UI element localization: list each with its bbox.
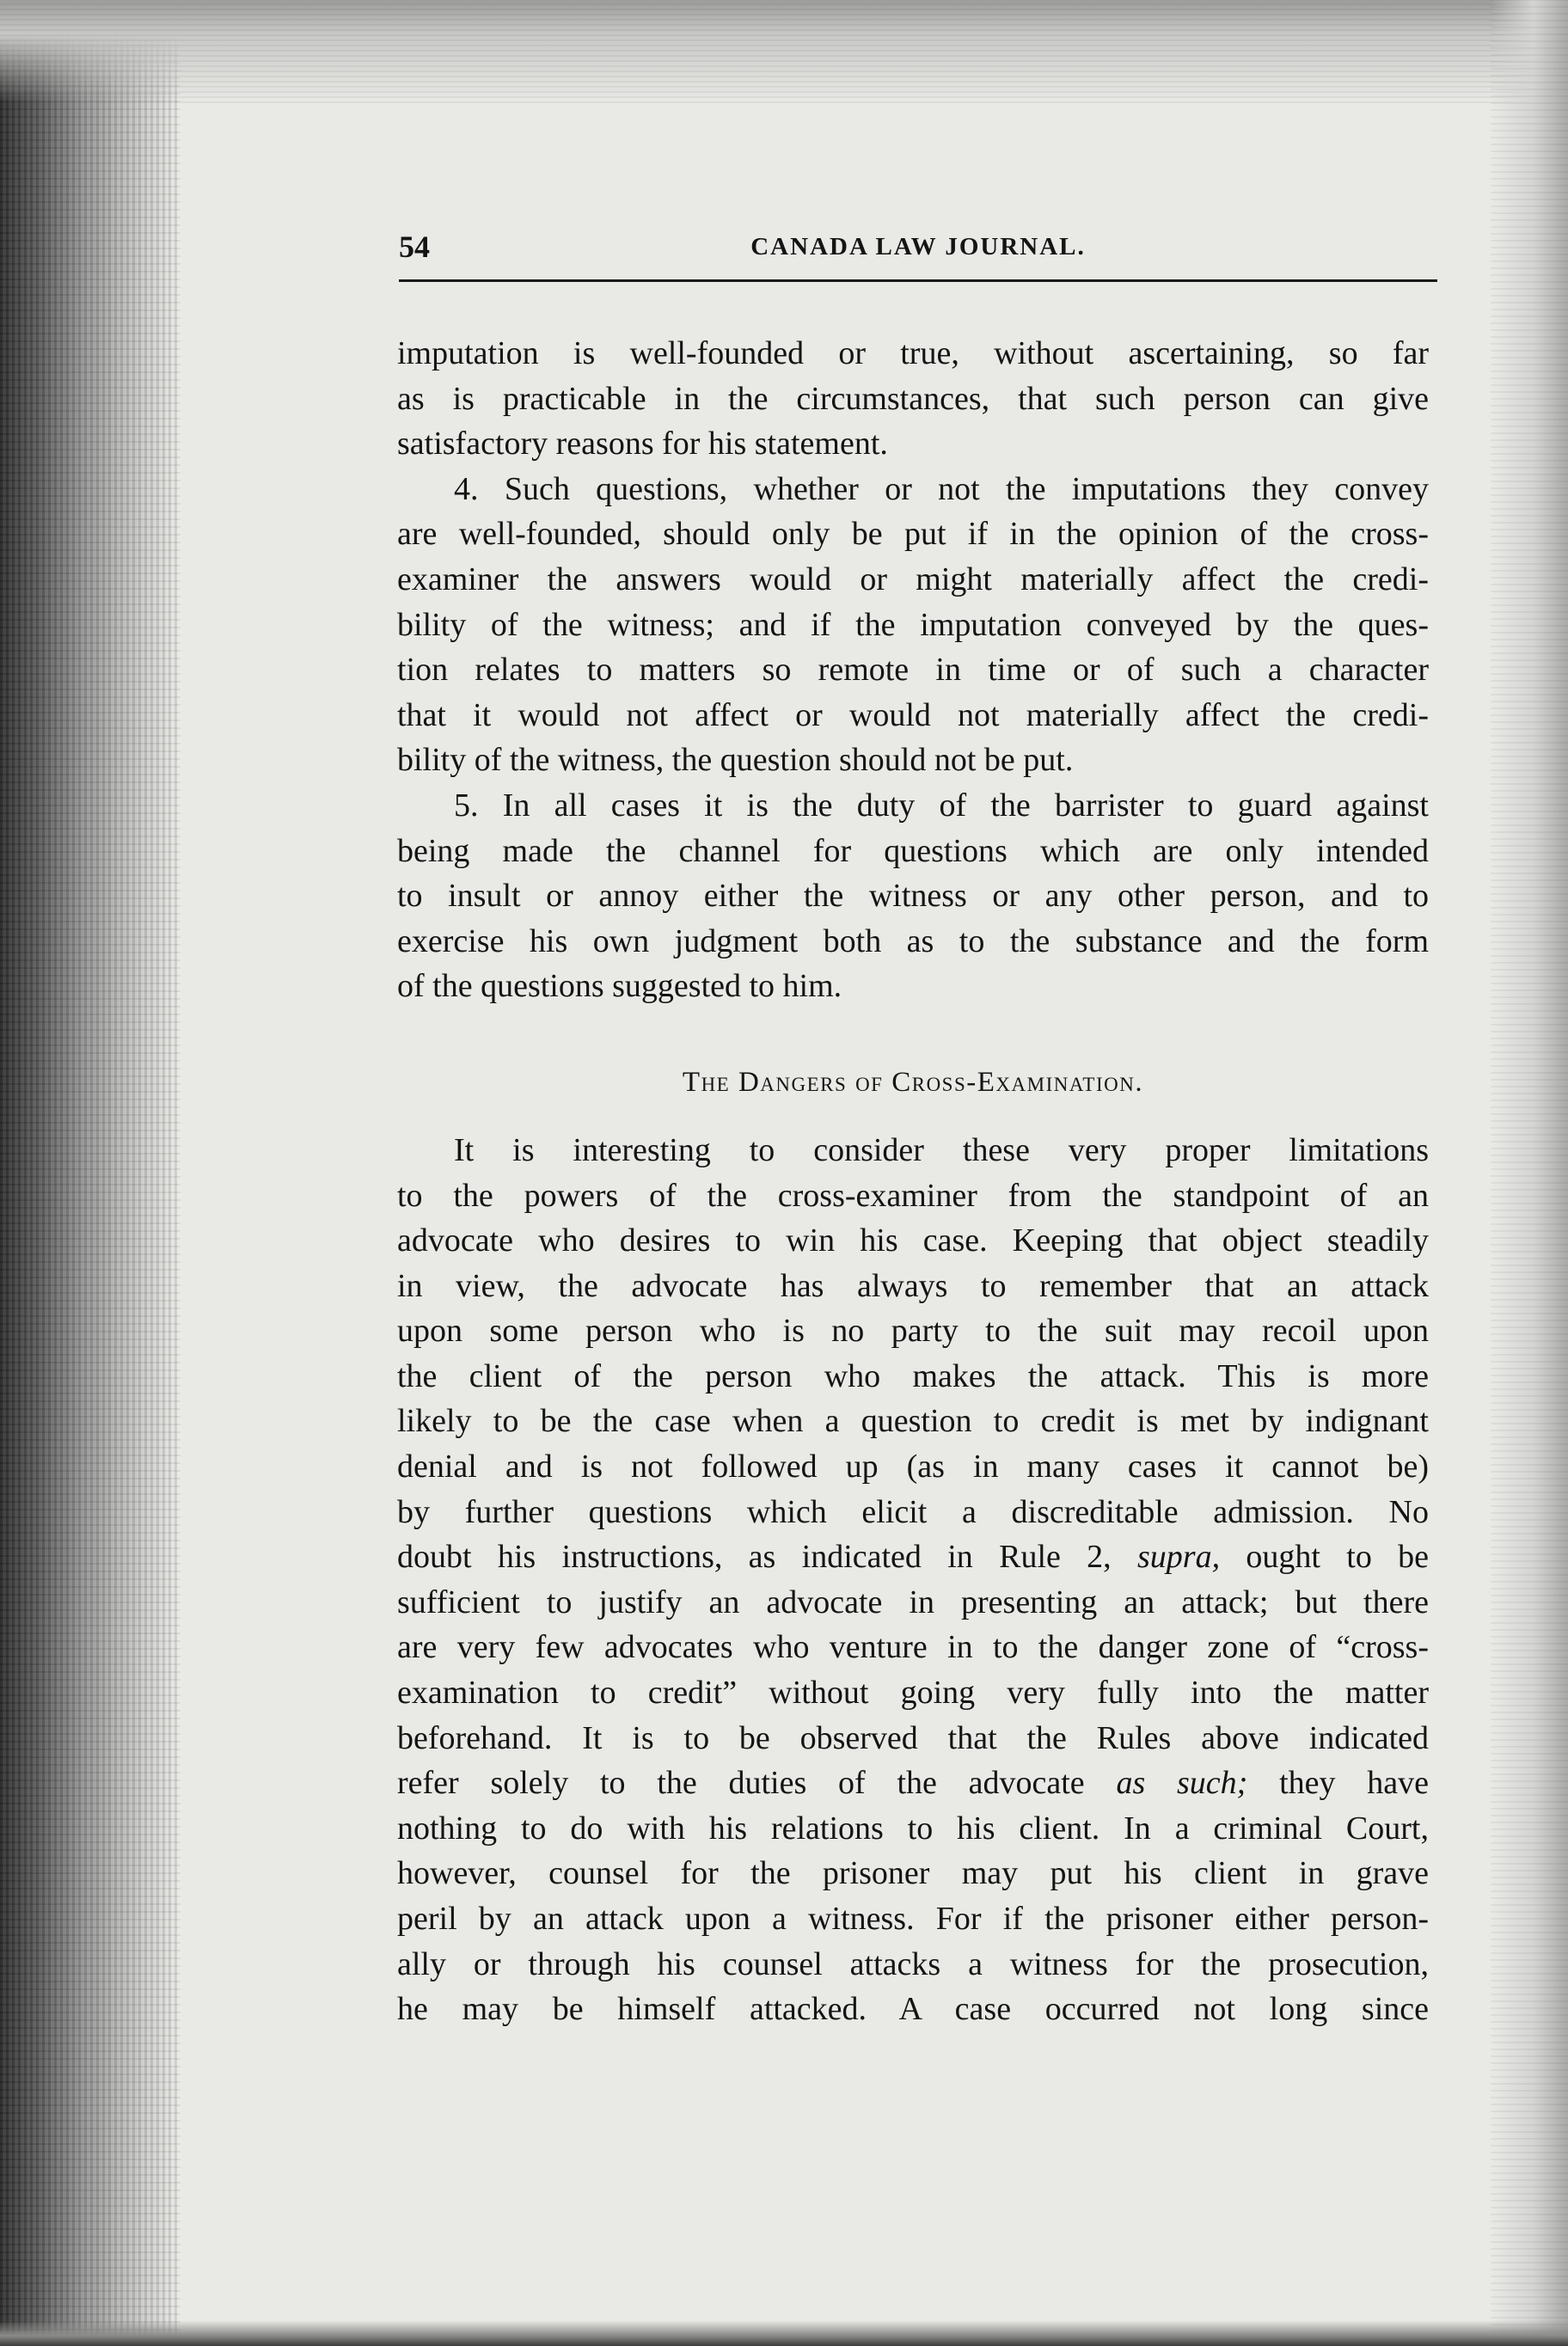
body-text <box>397 331 1429 2032</box>
text-line: bility of the witness; and if the imputation conveyed by the ques- <box>397 606 1429 643</box>
text-line: to the powers of the cross-examiner from the standpoint of an <box>397 1177 1429 1214</box>
text-line: beforehand. It is to be observed that the Rules above indicated <box>397 1719 1429 1756</box>
text-line: are well-founded, should only be put if in the opinion of the cross- <box>397 516 1429 553</box>
page-number: 54 <box>399 230 430 264</box>
text-line: are very few advocates who venture in to the danger zone of “cross- <box>397 1629 1429 1666</box>
rule-5-paragraph <box>397 783 1429 1009</box>
section-spacer <box>397 1009 1429 1030</box>
text-line: peril by an attack upon a witness. For if the prisoner either person- <box>397 1901 1429 1937</box>
text-line: advocate who desires to win his case. Keeping that object steadily <box>397 1222 1429 1259</box>
text-line: denial and is not followed up (as in many cases it cannot be) <box>397 1449 1429 1485</box>
text-line: 4. Such questions, whether or not the imputations they convey <box>454 470 1429 507</box>
text-line: satisfactory reasons for his statement. <box>397 426 888 462</box>
text-line: bility of the witness, the question should not be put. <box>397 742 1074 779</box>
text-line: he may be himself attacked. A case occurred not long since <box>397 1991 1429 2028</box>
text-line: upon some person who is no party to the suit may recoil upon <box>397 1313 1429 1350</box>
text-line: 5. In all cases it is the duty of the barrister to guard against <box>454 787 1429 824</box>
running-head <box>399 225 1437 268</box>
text-line-with-italic <box>397 1761 1429 1806</box>
text-line: the client of the person who makes the attack. This is more <box>397 1357 1429 1394</box>
text-line: nothing to do with his relations to his client. In a criminal Court, <box>397 1810 1429 1847</box>
text-line: It is interesting to consider these very proper limitations <box>454 1131 1429 1168</box>
text-line: examination to credit” without going very fully into the matter <box>397 1675 1429 1712</box>
text-line: ally or through his counsel attacks a witness for the prosecution, <box>397 1945 1429 1982</box>
italic-supra: supra, <box>1137 1539 1221 1576</box>
rule-4-paragraph <box>397 467 1429 783</box>
text-line: in view, the advocate has always to remember that an attack <box>397 1267 1429 1304</box>
text-line: tion relates to matters so remote in time or of such a character <box>397 652 1429 689</box>
text-line: likely to be the case when a question to credit is met by indignant <box>397 1403 1429 1440</box>
italic-as-such: as such; <box>1116 1765 1248 1802</box>
text-fragment: they have <box>1247 1765 1429 1802</box>
paragraph-continued <box>397 331 1429 467</box>
dangers-paragraph <box>397 1128 1429 2032</box>
text-fragment: ought to be <box>1220 1539 1430 1576</box>
text-line: as is practicable in the circumstances, that such person can give <box>397 380 1429 417</box>
text-fragment: doubt his instructions, as indicated in Rule 2, <box>397 1539 1137 1576</box>
header-rule <box>399 279 1437 282</box>
text-line: that it would not affect or would not materially affect the credi- <box>397 696 1429 733</box>
text-line: of the questions suggested to him. <box>397 968 842 1005</box>
text-line: sufficient to justify an advocate in presenting an attack; but there <box>397 1583 1429 1620</box>
text-line: exercise his own judgment both as to the substance and the form <box>397 922 1429 959</box>
text-line: to insult or annoy either the witness or any other person, and to <box>397 878 1429 915</box>
text-line: examiner the answers would or might materially affect the credi- <box>397 560 1429 597</box>
text-line: being made the channel for questions which are only intended <box>397 832 1429 869</box>
text-line: by further questions which elicit a discreditable admission. No <box>397 1493 1429 1530</box>
section-heading: The Dangers of Cross-Examination. <box>682 1066 1144 1098</box>
text-line-with-italic <box>397 1534 1429 1580</box>
journal-title: CANADA LAW JOURNAL. <box>750 233 1086 260</box>
text-line: imputation is well-founded or true, without ascertaining, so far <box>397 335 1429 371</box>
text-line: however, counsel for the prisoner may put his client in grave <box>397 1855 1429 1892</box>
text-fragment: refer solely to the duties of the advocate <box>397 1765 1117 1802</box>
